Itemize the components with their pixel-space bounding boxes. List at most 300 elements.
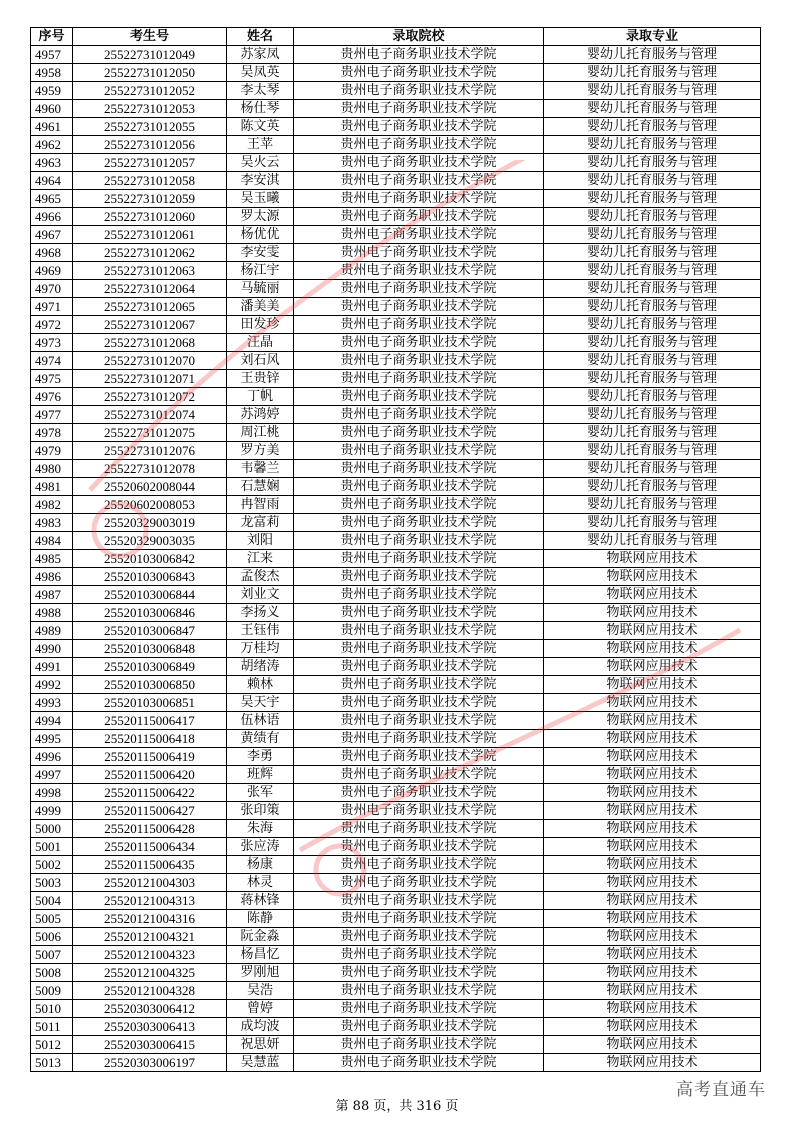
cell-exam-id: 25520115006428 — [73, 820, 227, 838]
cell-exam-id: 25520103006848 — [73, 640, 227, 658]
cell-major: 物联网应用技术 — [544, 748, 761, 766]
cell-name: 刘石风 — [227, 352, 294, 370]
cell-name: 伍林语 — [227, 712, 294, 730]
cell-name: 杨仕琴 — [227, 100, 294, 118]
cell-exam-id: 25522731012059 — [73, 190, 227, 208]
cell-school: 贵州电子商务职业技术学院 — [294, 172, 544, 190]
cell-exam-id: 25520103006846 — [73, 604, 227, 622]
cell-exam-id: 25520115006418 — [73, 730, 227, 748]
cell-seq: 4965 — [31, 190, 73, 208]
table-row — [31, 802, 761, 820]
cell-exam-id: 25522731012078 — [73, 460, 227, 478]
cell-name: 吴浩 — [227, 982, 294, 1000]
cell-school: 贵州电子商务职业技术学院 — [294, 1054, 544, 1072]
cell-major: 婴幼儿托育服务与管理 — [544, 406, 761, 424]
cell-name: 杨康 — [227, 856, 294, 874]
cell-school: 贵州电子商务职业技术学院 — [294, 262, 544, 280]
cell-exam-id: 25520103006847 — [73, 622, 227, 640]
cell-seq: 4996 — [31, 748, 73, 766]
cell-school: 贵州电子商务职业技术学院 — [294, 946, 544, 964]
cell-school: 贵州电子商务职业技术学院 — [294, 100, 544, 118]
cell-seq: 4985 — [31, 550, 73, 568]
table-row — [31, 100, 761, 118]
cell-exam-id: 25520115006417 — [73, 712, 227, 730]
cell-name: 苏鸿婷 — [227, 406, 294, 424]
table-body — [31, 46, 761, 1072]
cell-seq: 4989 — [31, 622, 73, 640]
table-row — [31, 352, 761, 370]
cell-major: 婴幼儿托育服务与管理 — [544, 100, 761, 118]
cell-name: 吴慧蓝 — [227, 1054, 294, 1072]
cell-school: 贵州电子商务职业技术学院 — [294, 820, 544, 838]
cell-seq: 4984 — [31, 532, 73, 550]
cell-major: 物联网应用技术 — [544, 676, 761, 694]
header-school: 录取院校 — [294, 28, 544, 46]
cell-exam-id: 25520121004303 — [73, 874, 227, 892]
table-row — [31, 748, 761, 766]
cell-exam-id: 25522731012052 — [73, 82, 227, 100]
table-row — [31, 514, 761, 532]
cell-school: 贵州电子商务职业技术学院 — [294, 1000, 544, 1018]
cell-major: 婴幼儿托育服务与管理 — [544, 388, 761, 406]
cell-major: 婴幼儿托育服务与管理 — [544, 352, 761, 370]
cell-school: 贵州电子商务职业技术学院 — [294, 406, 544, 424]
cell-major: 物联网应用技术 — [544, 1054, 761, 1072]
cell-name: 罗方美 — [227, 442, 294, 460]
cell-exam-id: 25520103006844 — [73, 586, 227, 604]
cell-exam-id: 25522731012067 — [73, 316, 227, 334]
cell-major: 物联网应用技术 — [544, 892, 761, 910]
cell-school: 贵州电子商务职业技术学院 — [294, 154, 544, 172]
cell-exam-id: 25522731012050 — [73, 64, 227, 82]
cell-seq: 4999 — [31, 802, 73, 820]
cell-major: 婴幼儿托育服务与管理 — [544, 532, 761, 550]
cell-name: 江来 — [227, 550, 294, 568]
table-row — [31, 928, 761, 946]
cell-name: 陈静 — [227, 910, 294, 928]
cell-major: 婴幼儿托育服务与管理 — [544, 478, 761, 496]
cell-seq: 4962 — [31, 136, 73, 154]
cell-name: 王苹 — [227, 136, 294, 154]
cell-major: 婴幼儿托育服务与管理 — [544, 262, 761, 280]
cell-name: 阮金淼 — [227, 928, 294, 946]
cell-name: 万桂均 — [227, 640, 294, 658]
cell-major: 物联网应用技术 — [544, 784, 761, 802]
cell-seq: 4994 — [31, 712, 73, 730]
cell-exam-id: 25522731012065 — [73, 298, 227, 316]
admission-table-container — [30, 27, 760, 1072]
table-row — [31, 262, 761, 280]
cell-name: 周江桃 — [227, 424, 294, 442]
cell-seq: 4961 — [31, 118, 73, 136]
cell-seq: 4973 — [31, 334, 73, 352]
table-row — [31, 478, 761, 496]
table-row — [31, 550, 761, 568]
cell-school: 贵州电子商务职业技术学院 — [294, 658, 544, 676]
table-row — [31, 820, 761, 838]
cell-major: 婴幼儿托育服务与管理 — [544, 280, 761, 298]
cell-school: 贵州电子商务职业技术学院 — [294, 1036, 544, 1054]
cell-school: 贵州电子商务职业技术学院 — [294, 802, 544, 820]
cell-exam-id: 25522731012049 — [73, 46, 227, 64]
cell-exam-id: 25520115006434 — [73, 838, 227, 856]
cell-school: 贵州电子商务职业技术学院 — [294, 622, 544, 640]
cell-seq: 5012 — [31, 1036, 73, 1054]
cell-major: 物联网应用技术 — [544, 730, 761, 748]
cell-school: 贵州电子商务职业技术学院 — [294, 244, 544, 262]
cell-seq: 4963 — [31, 154, 73, 172]
cell-major: 物联网应用技术 — [544, 856, 761, 874]
table-row — [31, 676, 761, 694]
cell-school: 贵州电子商务职业技术学院 — [294, 424, 544, 442]
cell-exam-id: 25520303006197 — [73, 1054, 227, 1072]
table-row — [31, 82, 761, 100]
cell-seq: 4997 — [31, 766, 73, 784]
cell-school: 贵州电子商务职业技术学院 — [294, 136, 544, 154]
cell-seq: 4966 — [31, 208, 73, 226]
cell-major: 婴幼儿托育服务与管理 — [544, 442, 761, 460]
table-header-row — [31, 28, 761, 46]
cell-major: 物联网应用技术 — [544, 640, 761, 658]
cell-seq: 4991 — [31, 658, 73, 676]
cell-major: 婴幼儿托育服务与管理 — [544, 208, 761, 226]
cell-name: 孟俊杰 — [227, 568, 294, 586]
header-name: 姓名 — [227, 28, 294, 46]
cell-school: 贵州电子商务职业技术学院 — [294, 928, 544, 946]
table-row — [31, 388, 761, 406]
cell-name: 成均波 — [227, 1018, 294, 1036]
cell-name: 苏家凤 — [227, 46, 294, 64]
cell-major: 物联网应用技术 — [544, 766, 761, 784]
page-footer: 第 88 页，共 316 页 — [335, 1099, 459, 1114]
cell-seq: 4998 — [31, 784, 73, 802]
table-row — [31, 64, 761, 82]
table-row — [31, 496, 761, 514]
cell-name: 吴凤英 — [227, 64, 294, 82]
cell-name: 李扬义 — [227, 604, 294, 622]
cell-exam-id: 25520602008044 — [73, 478, 227, 496]
cell-school: 贵州电子商务职业技术学院 — [294, 334, 544, 352]
cell-exam-id: 25522731012060 — [73, 208, 227, 226]
cell-seq: 4975 — [31, 370, 73, 388]
cell-exam-id: 25522731012076 — [73, 442, 227, 460]
cell-seq: 4964 — [31, 172, 73, 190]
cell-school: 贵州电子商务职业技术学院 — [294, 442, 544, 460]
cell-major: 婴幼儿托育服务与管理 — [544, 118, 761, 136]
table-row — [31, 226, 761, 244]
cell-exam-id: 25520103006849 — [73, 658, 227, 676]
table-row — [31, 856, 761, 874]
cell-exam-id: 25522731012070 — [73, 352, 227, 370]
cell-exam-id: 25520303006415 — [73, 1036, 227, 1054]
table-row — [31, 694, 761, 712]
cell-name: 李太琴 — [227, 82, 294, 100]
cell-seq: 4960 — [31, 100, 73, 118]
cell-name: 班辉 — [227, 766, 294, 784]
cell-name: 马毓丽 — [227, 280, 294, 298]
cell-school: 贵州电子商务职业技术学院 — [294, 676, 544, 694]
cell-seq: 4983 — [31, 514, 73, 532]
cell-name: 朱海 — [227, 820, 294, 838]
cell-seq: 5001 — [31, 838, 73, 856]
cell-name: 黄绩有 — [227, 730, 294, 748]
cell-major: 物联网应用技术 — [544, 928, 761, 946]
table-row — [31, 316, 761, 334]
table-row — [31, 982, 761, 1000]
cell-major: 婴幼儿托育服务与管理 — [544, 244, 761, 262]
cell-name: 杨优优 — [227, 226, 294, 244]
cell-major: 婴幼儿托育服务与管理 — [544, 46, 761, 64]
cell-school: 贵州电子商务职业技术学院 — [294, 550, 544, 568]
cell-seq: 4967 — [31, 226, 73, 244]
cell-exam-id: 25522731012053 — [73, 100, 227, 118]
cell-major: 婴幼儿托育服务与管理 — [544, 424, 761, 442]
cell-major: 婴幼儿托育服务与管理 — [544, 136, 761, 154]
cell-name: 丁帆 — [227, 388, 294, 406]
cell-name: 蒋林锋 — [227, 892, 294, 910]
cell-school: 贵州电子商务职业技术学院 — [294, 586, 544, 604]
cell-seq: 4968 — [31, 244, 73, 262]
table-row — [31, 280, 761, 298]
cell-school: 贵州电子商务职业技术学院 — [294, 208, 544, 226]
cell-major: 婴幼儿托育服务与管理 — [544, 298, 761, 316]
cell-school: 贵州电子商务职业技术学院 — [294, 82, 544, 100]
cell-major: 物联网应用技术 — [544, 622, 761, 640]
cell-school: 贵州电子商务职业技术学院 — [294, 694, 544, 712]
cell-seq: 4988 — [31, 604, 73, 622]
cell-seq: 4978 — [31, 424, 73, 442]
table-row — [31, 46, 761, 64]
cell-seq: 5006 — [31, 928, 73, 946]
cell-major: 物联网应用技术 — [544, 802, 761, 820]
cell-name: 李安淇 — [227, 172, 294, 190]
cell-exam-id: 25520121004328 — [73, 982, 227, 1000]
cell-school: 贵州电子商务职业技术学院 — [294, 118, 544, 136]
cell-name: 赖林 — [227, 676, 294, 694]
cell-major: 婴幼儿托育服务与管理 — [544, 334, 761, 352]
cell-school: 贵州电子商务职业技术学院 — [294, 964, 544, 982]
cell-major: 物联网应用技术 — [544, 910, 761, 928]
cell-school: 贵州电子商务职业技术学院 — [294, 352, 544, 370]
table-row — [31, 712, 761, 730]
cell-name: 刘业文 — [227, 586, 294, 604]
cell-seq: 5003 — [31, 874, 73, 892]
cell-school: 贵州电子商务职业技术学院 — [294, 46, 544, 64]
cell-seq: 4995 — [31, 730, 73, 748]
cell-exam-id: 25522731012063 — [73, 262, 227, 280]
cell-seq: 5011 — [31, 1018, 73, 1036]
cell-seq: 4992 — [31, 676, 73, 694]
cell-seq: 5004 — [31, 892, 73, 910]
cell-major: 婴幼儿托育服务与管理 — [544, 316, 761, 334]
table-row — [31, 442, 761, 460]
table-row — [31, 460, 761, 478]
cell-seq: 4958 — [31, 64, 73, 82]
cell-exam-id: 25522731012068 — [73, 334, 227, 352]
table-row — [31, 892, 761, 910]
cell-major: 物联网应用技术 — [544, 1018, 761, 1036]
table-row — [31, 568, 761, 586]
cell-name: 罗太源 — [227, 208, 294, 226]
cell-school: 贵州电子商务职业技术学院 — [294, 388, 544, 406]
table-row — [31, 1036, 761, 1054]
table-row — [31, 586, 761, 604]
cell-major: 物联网应用技术 — [544, 550, 761, 568]
cell-exam-id: 25520303006412 — [73, 1000, 227, 1018]
cell-school: 贵州电子商务职业技术学院 — [294, 514, 544, 532]
cell-major: 婴幼儿托育服务与管理 — [544, 226, 761, 244]
cell-school: 贵州电子商务职业技术学院 — [294, 370, 544, 388]
cell-name: 李勇 — [227, 748, 294, 766]
cell-name: 吴玉曦 — [227, 190, 294, 208]
cell-major: 婴幼儿托育服务与管理 — [544, 190, 761, 208]
cell-name: 汪晶 — [227, 334, 294, 352]
table-row — [31, 208, 761, 226]
cell-school: 贵州电子商务职业技术学院 — [294, 730, 544, 748]
cell-exam-id: 25520115006435 — [73, 856, 227, 874]
cell-exam-id: 25520115006420 — [73, 766, 227, 784]
cell-major: 物联网应用技术 — [544, 694, 761, 712]
cell-school: 贵州电子商务职业技术学院 — [294, 532, 544, 550]
table-row — [31, 1054, 761, 1072]
cell-major: 物联网应用技术 — [544, 964, 761, 982]
cell-name: 张军 — [227, 784, 294, 802]
cell-name: 祝思妍 — [227, 1036, 294, 1054]
cell-seq: 4977 — [31, 406, 73, 424]
cell-exam-id: 25520121004323 — [73, 946, 227, 964]
cell-name: 潘美美 — [227, 298, 294, 316]
cell-name: 张印策 — [227, 802, 294, 820]
cell-seq: 4993 — [31, 694, 73, 712]
cell-exam-id: 25522731012064 — [73, 280, 227, 298]
table-row — [31, 532, 761, 550]
cell-seq: 4982 — [31, 496, 73, 514]
cell-name: 田发珍 — [227, 316, 294, 334]
cell-school: 贵州电子商务职业技术学院 — [294, 568, 544, 586]
cell-name: 冉智雨 — [227, 496, 294, 514]
table-row — [31, 622, 761, 640]
table-row — [31, 604, 761, 622]
table-row — [31, 154, 761, 172]
cell-school: 贵州电子商务职业技术学院 — [294, 784, 544, 802]
table-row — [31, 946, 761, 964]
cell-name: 杨江宇 — [227, 262, 294, 280]
cell-school: 贵州电子商务职业技术学院 — [294, 478, 544, 496]
cell-exam-id: 25522731012057 — [73, 154, 227, 172]
cell-seq: 5008 — [31, 964, 73, 982]
cell-exam-id: 25522731012075 — [73, 424, 227, 442]
cell-seq: 4959 — [31, 82, 73, 100]
cell-major: 物联网应用技术 — [544, 838, 761, 856]
header-exam-id: 考生号 — [73, 28, 227, 46]
table-row — [31, 424, 761, 442]
cell-seq: 4969 — [31, 262, 73, 280]
cell-name: 吴天宇 — [227, 694, 294, 712]
table-row — [31, 244, 761, 262]
cell-name: 石慧娴 — [227, 478, 294, 496]
cell-exam-id: 25520303006413 — [73, 1018, 227, 1036]
cell-exam-id: 25522731012058 — [73, 172, 227, 190]
cell-exam-id: 25520103006842 — [73, 550, 227, 568]
cell-seq: 5013 — [31, 1054, 73, 1072]
cell-seq: 5002 — [31, 856, 73, 874]
cell-exam-id: 25520121004325 — [73, 964, 227, 982]
cell-name: 林灵 — [227, 874, 294, 892]
cell-name: 王钰伟 — [227, 622, 294, 640]
cell-name: 龙富莉 — [227, 514, 294, 532]
cell-exam-id: 25520329003035 — [73, 532, 227, 550]
cell-school: 贵州电子商务职业技术学院 — [294, 64, 544, 82]
cell-seq: 5000 — [31, 820, 73, 838]
table-row — [31, 136, 761, 154]
cell-school: 贵州电子商务职业技术学院 — [294, 766, 544, 784]
cell-exam-id: 25520115006427 — [73, 802, 227, 820]
cell-major: 物联网应用技术 — [544, 874, 761, 892]
cell-major: 婴幼儿托育服务与管理 — [544, 82, 761, 100]
cell-seq: 5010 — [31, 1000, 73, 1018]
cell-major: 物联网应用技术 — [544, 946, 761, 964]
cell-school: 贵州电子商务职业技术学院 — [294, 712, 544, 730]
cell-seq: 4971 — [31, 298, 73, 316]
cell-exam-id: 25522731012074 — [73, 406, 227, 424]
table-row — [31, 766, 761, 784]
table-row — [31, 190, 761, 208]
cell-major: 婴幼儿托育服务与管理 — [544, 172, 761, 190]
cell-exam-id: 25520103006850 — [73, 676, 227, 694]
cell-name: 陈文英 — [227, 118, 294, 136]
table-row — [31, 298, 761, 316]
cell-major: 婴幼儿托育服务与管理 — [544, 370, 761, 388]
cell-major: 婴幼儿托育服务与管理 — [544, 460, 761, 478]
cell-name: 杨昌忆 — [227, 946, 294, 964]
cell-exam-id: 25520602008053 — [73, 496, 227, 514]
cell-school: 贵州电子商务职业技术学院 — [294, 496, 544, 514]
table-row — [31, 1018, 761, 1036]
header-major: 录取专业 — [544, 28, 761, 46]
cell-name: 韦馨兰 — [227, 460, 294, 478]
cell-major: 婴幼儿托育服务与管理 — [544, 64, 761, 82]
cell-major: 婴幼儿托育服务与管理 — [544, 496, 761, 514]
cell-major: 物联网应用技术 — [544, 658, 761, 676]
cell-school: 贵州电子商务职业技术学院 — [294, 298, 544, 316]
cell-exam-id: 25520329003019 — [73, 514, 227, 532]
cell-name: 李安雯 — [227, 244, 294, 262]
table-row — [31, 406, 761, 424]
cell-major: 物联网应用技术 — [544, 1036, 761, 1054]
cell-school: 贵州电子商务职业技术学院 — [294, 316, 544, 334]
cell-name: 罗刚旭 — [227, 964, 294, 982]
cell-seq: 5009 — [31, 982, 73, 1000]
cell-school: 贵州电子商务职业技术学院 — [294, 910, 544, 928]
table-row — [31, 964, 761, 982]
cell-school: 贵州电子商务职业技术学院 — [294, 874, 544, 892]
cell-seq: 4981 — [31, 478, 73, 496]
cell-school: 贵州电子商务职业技术学院 — [294, 604, 544, 622]
cell-seq: 4972 — [31, 316, 73, 334]
cell-major: 婴幼儿托育服务与管理 — [544, 154, 761, 172]
cell-school: 贵州电子商务职业技术学院 — [294, 460, 544, 478]
cell-exam-id: 25520121004313 — [73, 892, 227, 910]
table-row — [31, 730, 761, 748]
admission-table — [30, 27, 761, 1072]
cell-school: 贵州电子商务职业技术学院 — [294, 856, 544, 874]
cell-school: 贵州电子商务职业技术学院 — [294, 982, 544, 1000]
cell-seq: 5005 — [31, 910, 73, 928]
cell-seq: 4980 — [31, 460, 73, 478]
cell-exam-id: 25522731012061 — [73, 226, 227, 244]
cell-exam-id: 25522731012056 — [73, 136, 227, 154]
cell-school: 贵州电子商务职业技术学院 — [294, 838, 544, 856]
